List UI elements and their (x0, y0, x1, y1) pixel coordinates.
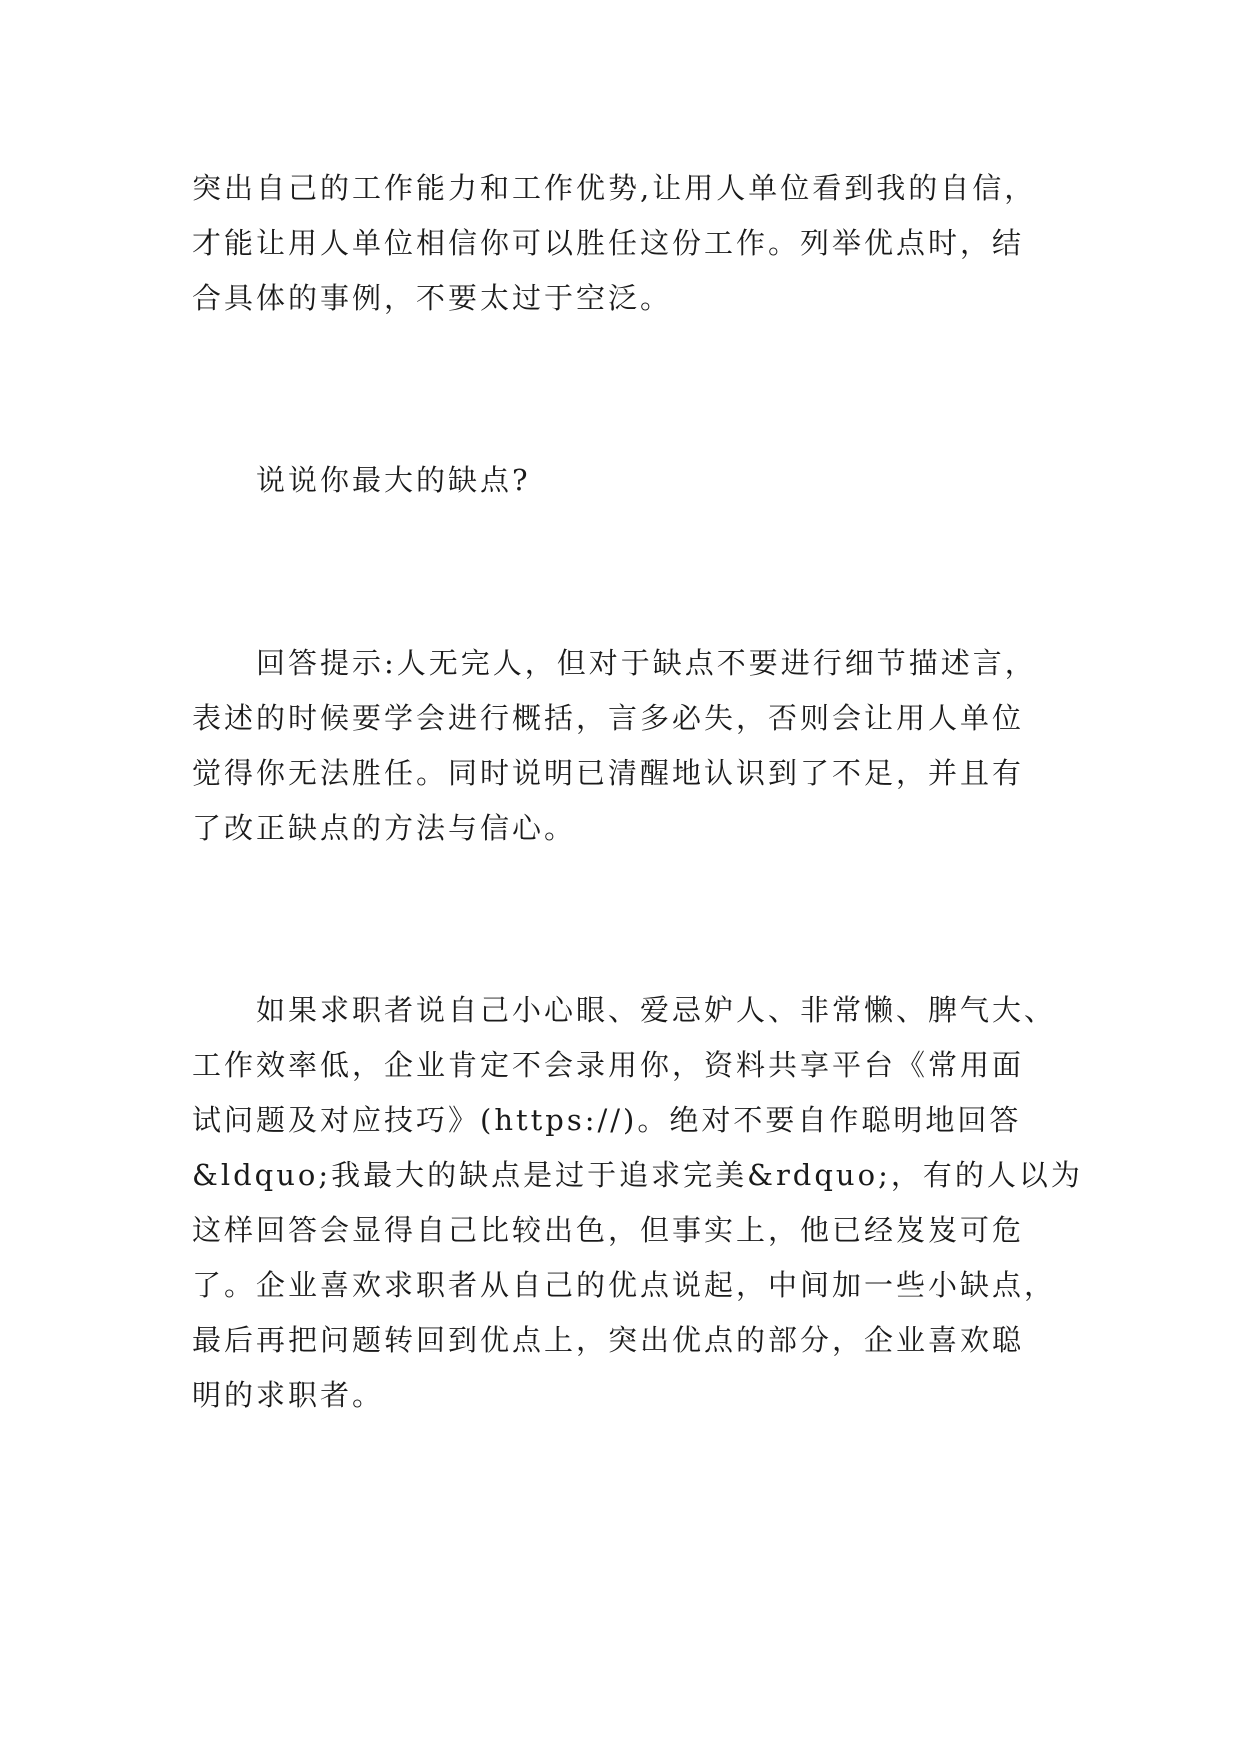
paragraph-line: 突出自己的工作能力和工作优势,让用人单位看到我的自信， (192, 171, 1037, 205)
paragraph-line: 表述的时候要学会进行概括，言多必失，否则会让用人单位 (192, 701, 1025, 735)
paragraph-line: 了改正缺点的方法与信心。 (192, 811, 577, 845)
paragraph-line: 觉得你无法胜任。同时说明已清醒地认识到了不足，并且有 (192, 756, 1025, 790)
paragraph-line: 回答提示:人无完人，但对于缺点不要进行细节描述言， (256, 646, 1037, 680)
paragraph-line: 明的求职者。 (192, 1378, 385, 1412)
paragraph-line: 才能让用人单位相信你可以胜任这份工作。列举优点时，结 (192, 226, 1025, 260)
paragraph-line: 这样回答会显得自己比较出色，但事实上，他已经岌岌可危 (192, 1213, 1025, 1247)
paragraph-line: 了。企业喜欢求职者从自己的优点说起，中间加一些小缺点， (192, 1268, 1057, 1302)
paragraph-line: 工作效率低，企业肯定不会录用你，资料共享平台《常用面 (192, 1048, 1025, 1082)
paragraph-line: &ldquo;我最大的缺点是过于追求完美&rdquo;，有的人以为 (192, 1158, 1083, 1192)
paragraph-line: 最后再把问题转回到优点上，突出优点的部分，企业喜欢聪 (192, 1323, 1025, 1357)
paragraph-line: 试问题及对应技巧》(https://)。绝对不要自作聪明地回答 (192, 1103, 1022, 1137)
paragraph-line: 合具体的事例，不要太过于空泛。 (192, 281, 673, 315)
question-heading: 说说你最大的缺点? (256, 463, 531, 497)
paragraph-line: 如果求职者说自己小心眼、爱忌妒人、非常懒、脾气大、 (256, 993, 1057, 1027)
